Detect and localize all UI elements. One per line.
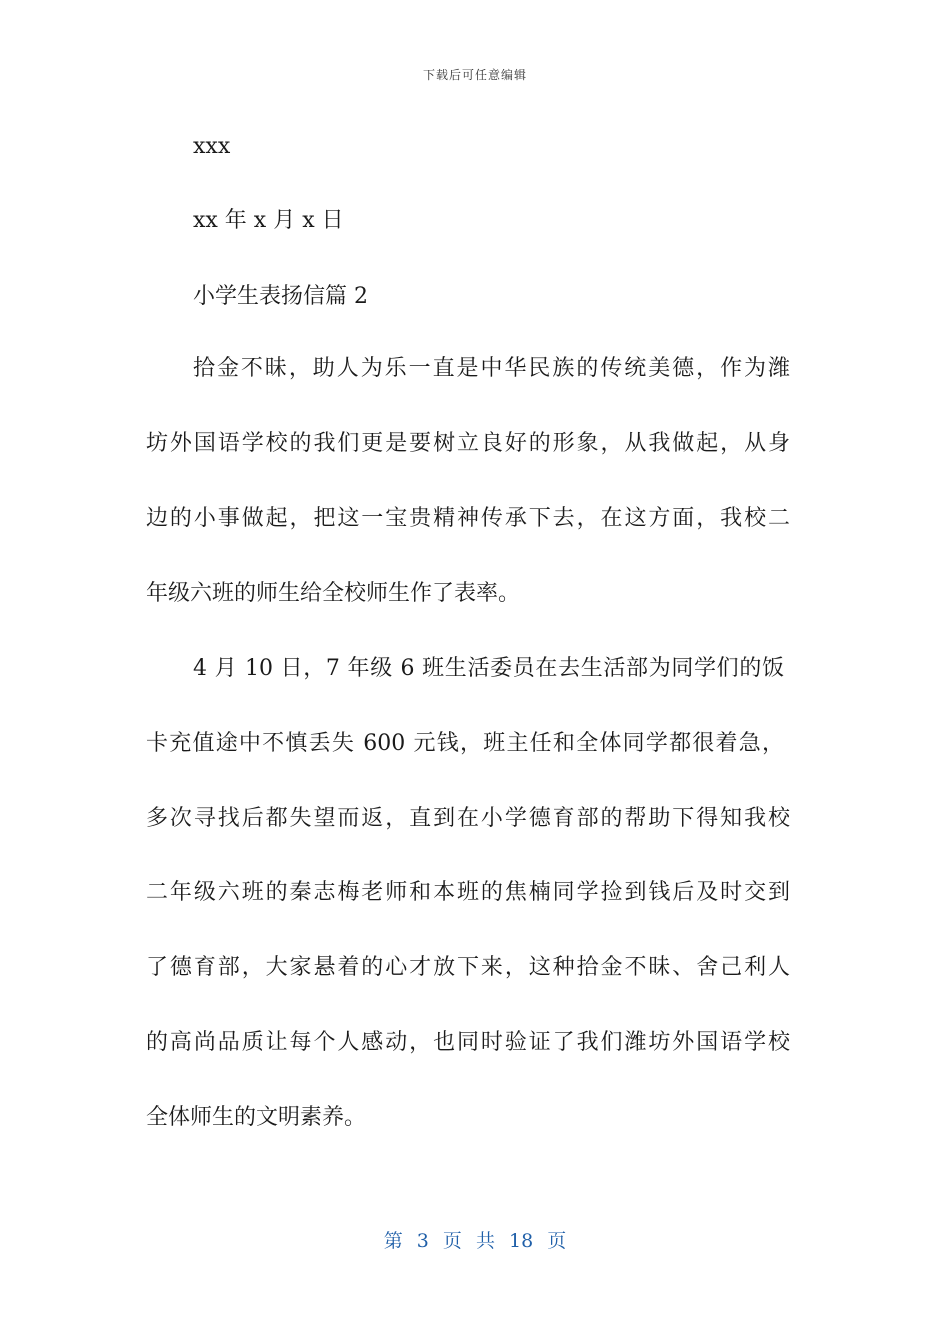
section-title: 小学生表扬信篇 2 xyxy=(193,284,368,309)
paragraph-line: 4 月 10 日，7 年级 6 班生活委员在去生活部为同学们的饭 xyxy=(193,656,784,681)
paragraph-line: 多次寻找后都失望而返，直到在小学德育部的帮助下得知我校 xyxy=(146,806,790,831)
paragraph-line: 边的小事做起，把这一宝贵精神传承下去，在这方面，我校二 xyxy=(146,506,790,531)
paragraph-line: 拾金不昧，助人为乐一直是中华民族的传统美德，作为潍 xyxy=(193,356,790,381)
paragraph-line: 坊外国语学校的我们更是要树立良好的形象，从我做起，从身 xyxy=(146,431,790,456)
date-line: xx 年 x 月 x 日 xyxy=(193,208,344,233)
paragraph-line: 年级六班的师生给全校师生作了表率。 xyxy=(146,581,521,606)
paragraph-line: 的高尚品质让每个人感动，也同时验证了我们潍坊外国语学校 xyxy=(146,1030,790,1055)
paragraph-line: 全体师生的文明素养。 xyxy=(146,1105,367,1130)
paragraph-line: 卡充值途中不慎丢失 600 元钱，班主任和全体同学都很着急， xyxy=(146,731,784,756)
header-note: 下载后可任意编辑 xyxy=(422,68,527,82)
paragraph-line: 二年级六班的秦志梅老师和本班的焦楠同学捡到钱后及时交到 xyxy=(146,880,790,905)
paragraph-line: 了德育部，大家悬着的心才放下来，这种拾金不昧、舍己利人 xyxy=(146,955,790,980)
page-footer: 第 3 页 共 18 页 xyxy=(383,1230,567,1252)
signature: xxx xyxy=(193,134,231,159)
